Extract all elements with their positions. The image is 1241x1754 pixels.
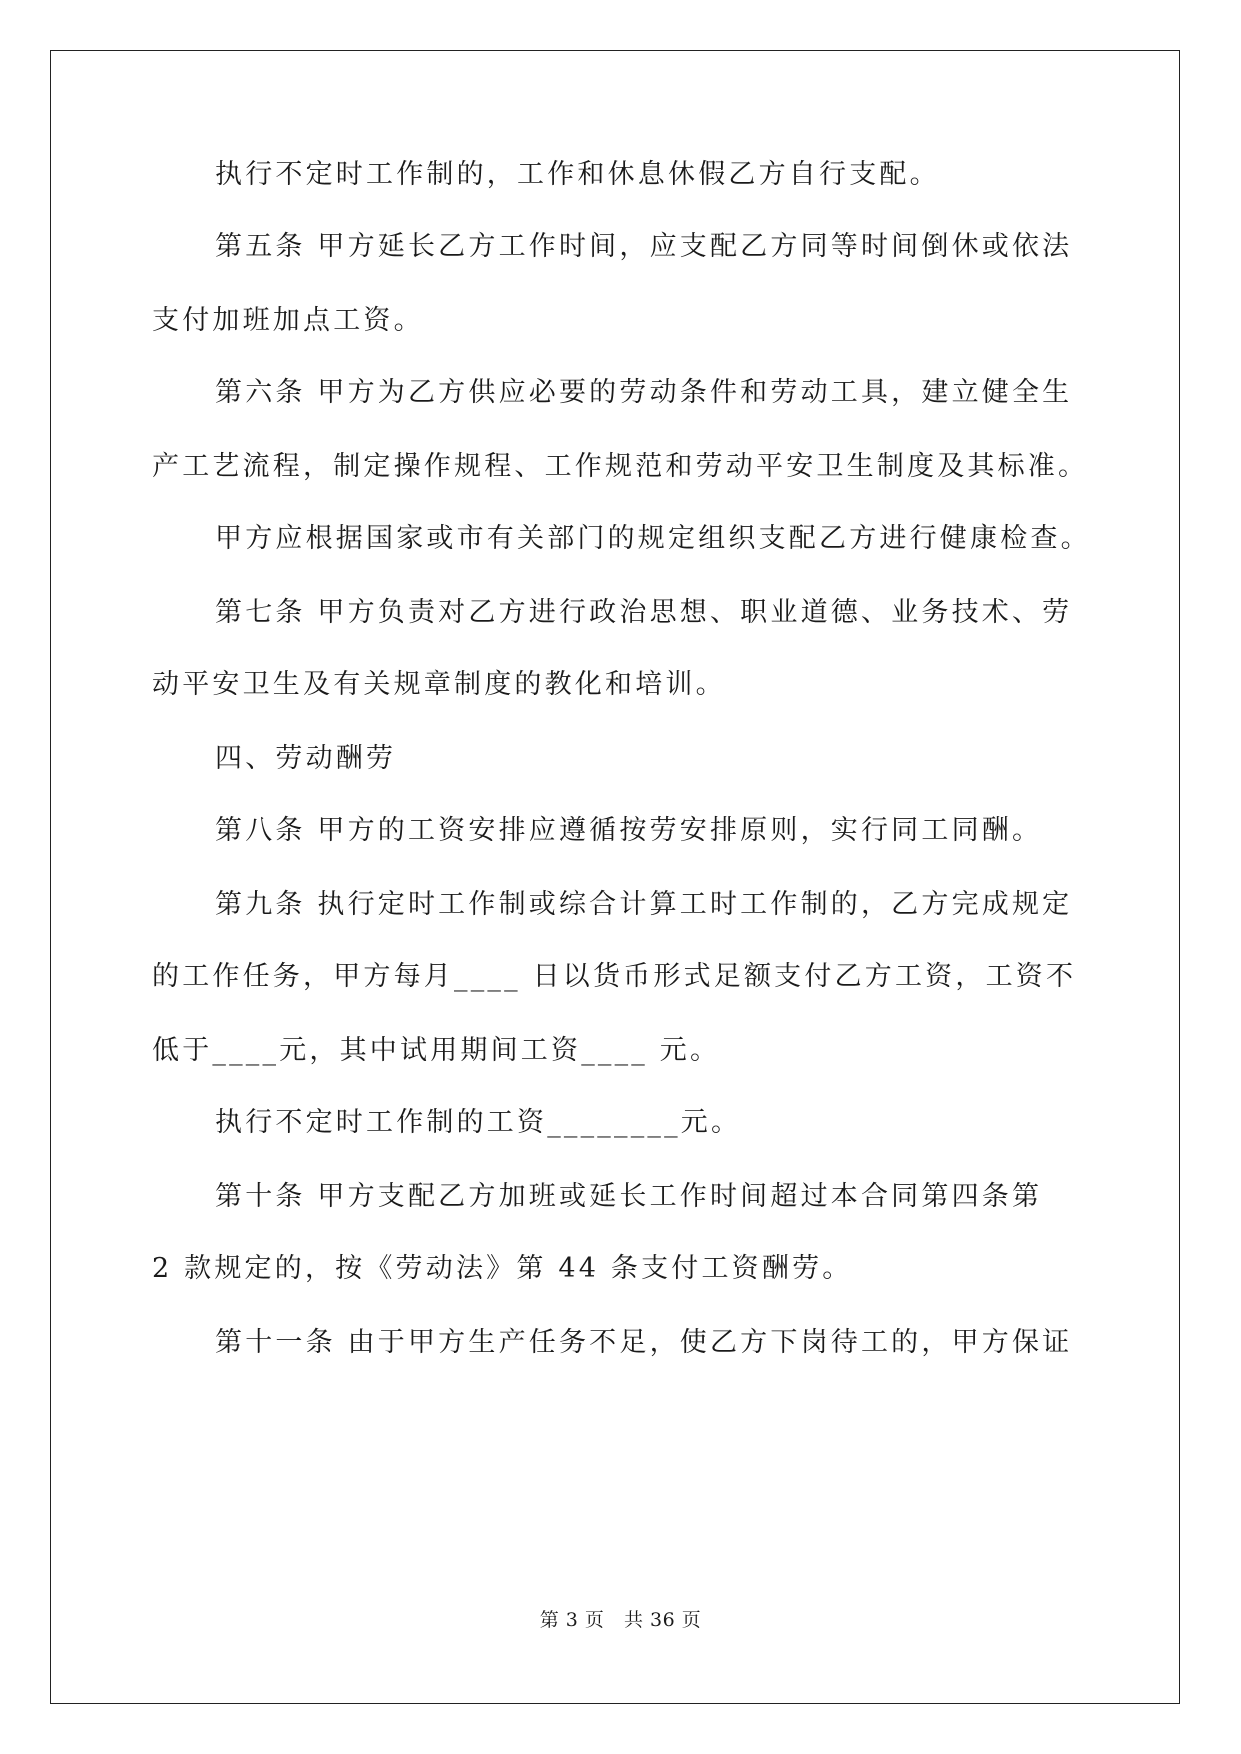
body-line: 第六条 甲方为乙方供应必要的劳动条件和劳动工具，建立健全生 xyxy=(215,377,1073,408)
body-line: 动平安卫生及有关规章制度的教化和培训。 xyxy=(152,669,726,700)
section-heading: 四、劳动酬劳 xyxy=(215,743,397,774)
page-footer xyxy=(0,1608,1241,1632)
body-line: 第八条 甲方的工资安排应遵循按劳安排原则，实行同工同酬。 xyxy=(215,815,1043,846)
body-line: 第九条 执行定时工作制或综合计算工时工作制的，乙方完成规定 xyxy=(215,889,1073,920)
body-line: 低于____元，其中试用期间工资____ 元。 xyxy=(152,1035,721,1066)
body-line: 执行不定时工作制的工资________元。 xyxy=(215,1107,742,1138)
page-total: 共 36 页 xyxy=(624,1609,702,1631)
body-line: 支付加班加点工资。 xyxy=(152,305,424,336)
body-line: 第七条 甲方负责对乙方进行政治思想、职业道德、业务技术、劳 xyxy=(215,597,1073,628)
body-line: 执行不定时工作制的，工作和休息休假乙方自行支配。 xyxy=(215,159,940,190)
body-line: 产工艺流程，制定操作规程、工作规范和劳动平安卫生制度及其标准。 xyxy=(152,451,1089,482)
body-line: 甲方应根据国家或市有关部门的规定组织支配乙方进行健康检查。 xyxy=(215,523,1091,554)
body-line: 2 款规定的，按《劳动法》第 44 条支付工资酬劳。 xyxy=(152,1253,853,1284)
page-border xyxy=(50,50,1180,1704)
body-line: 第五条 甲方延长乙方工作时间，应支配乙方同等时间倒休或依法 xyxy=(215,231,1073,262)
body-line: 第十条 甲方支配乙方加班或延长工作时间超过本合同第四条第 xyxy=(215,1181,1043,1212)
body-line: 第十一条 由于甲方生产任务不足，使乙方下岗待工的，甲方保证 xyxy=(215,1327,1073,1358)
body-line: 的工作任务，甲方每月____ 日以货币形式足额支付乙方工资，工资不 xyxy=(152,961,1077,992)
page-number: 第 3 页 xyxy=(539,1609,605,1631)
